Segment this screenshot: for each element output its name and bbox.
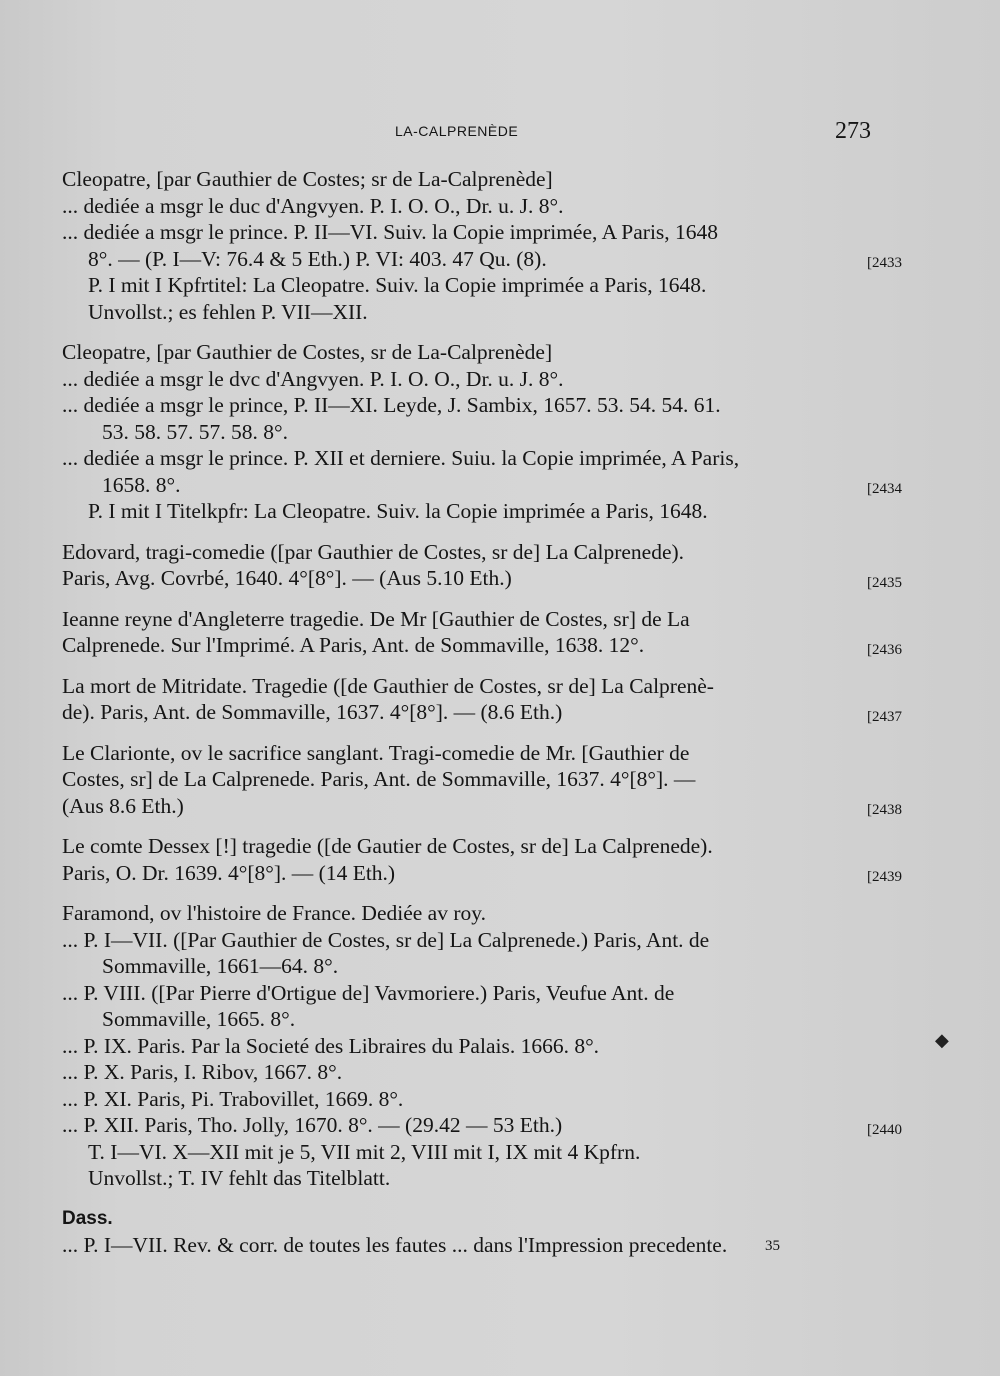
- entry-line-text: ... P. XII. Paris, Tho. Jolly, 1670. 8°. — (29.42 — 53 Eth.): [62, 1113, 563, 1137]
- entry-line: [62, 1112, 902, 1139]
- entry-line: Costes, sr] de La Calprenede. Paris, Ant. de Sommaville, 1637. 4°[8°]. —: [62, 767, 696, 791]
- catalog-entry: [62, 740, 902, 820]
- entry-line: ... dediée a msgr le prince. P. XII et derniere. Suiu. la Copie imprimée, A Paris,: [62, 446, 740, 470]
- entry-line-text: Paris, O. Dr. 1639. 4°[8°]. — (14 Eth.): [62, 860, 396, 885]
- entry-number: [2438: [867, 802, 902, 818]
- entry-line: Sommaville, 1665. 8°.: [102, 1007, 296, 1031]
- entry-note: T. I—VI. X—XII mit je 5, VII mit 2, VIII mit I, IX mit 4 Kpfrn.: [88, 1139, 641, 1164]
- entry-line: [62, 699, 902, 726]
- entry-line-text: 8°. — (P. I—V: 76.4 & 5 Eth.) P. VI: 403. 47 Qu. (8).: [88, 246, 547, 271]
- entry-line: ... P. XI. Paris, Pi. Trabovillet, 1669. 8°.: [62, 1086, 404, 1111]
- entry-note: P. I mit I Kpfrtitel: La Cleopatre. Suiv. la Copie imprimée a Paris, 1648.: [88, 273, 707, 297]
- entry-title-line: Ieanne reyne d'Angleterre tragedie. De Mr [Gauthier de Costes, sr] de La: [62, 606, 690, 631]
- entry-title-line: Le Clarionte, ov le sacrifice sanglant. Tragi-comedie de Mr. [Gauthier de: [62, 740, 690, 765]
- entry-line: ... P. I—VII. ([Par Gauthier de Costes, sr de] La Calprenede.) Paris, Ant. de: [62, 927, 710, 952]
- entry-line: ... P. X. Paris, I. Ribov, 1667. 8°.: [62, 1060, 343, 1084]
- entry-line: ... dediée a msgr le prince, P. II—XI. Leyde, J. Sambix, 1657. 53. 54. 54. 61.: [62, 393, 721, 417]
- entry-number: [2434: [867, 481, 902, 497]
- entry-title-line: Le comte Dessex [!] tragedie ([de Gautier de Costes, sr de] La Calprenede).: [62, 834, 713, 858]
- entry-note: Unvollst.; T. IV fehlt das Titelblatt.: [88, 1166, 391, 1190]
- entry-number: [2440: [867, 1121, 902, 1138]
- entry-line-text: (Aus 8.6 Eth.): [62, 793, 184, 818]
- entry-note: P. I mit I Titelkpfr: La Cleopatre. Suiv. la Copie imprimée a Paris, 1648.: [88, 499, 708, 523]
- entry-number: [2439: [867, 869, 902, 885]
- entry-title-line: Cleopatre, [par Gauthier de Costes, sr de La-Calprenède]: [62, 340, 553, 364]
- entry-number: [2435: [867, 574, 902, 591]
- page-number: 273: [835, 118, 871, 144]
- entry-line: 53. 58. 57. 57. 58. 8°.: [102, 419, 288, 444]
- entry-line-text: Calprenede. Sur l'Imprimé. A Paris, Ant. de Sommaville, 1638. 12°.: [62, 633, 645, 657]
- entry-title-line: Edovard, tragi-comedie ([par Gauthier de Costes, sr de] La Calprenede).: [62, 539, 685, 564]
- entry-line: [62, 472, 902, 499]
- entry-line-text: Paris, Avg. Covrbé, 1640. 4°[8°]. — (Aus 5.10 Eth.): [62, 566, 512, 590]
- ink-blot-icon: ◆: [935, 1030, 949, 1050]
- entry-line-text: de). Paris, Ant. de Sommaville, 1637. 4°[8°]. — (8.6 Eth.): [62, 700, 563, 724]
- entry-title-line: La mort de Mitridate. Tragedie ([de Gauthier de Costes, sr de] La Calprenè-: [62, 673, 714, 698]
- catalog-entry: [62, 673, 902, 726]
- entry-line: Sommaville, 1661—64. 8°.: [102, 954, 339, 978]
- catalog-entry: [62, 166, 902, 325]
- entry-line: ... P. IX. Paris. Par la Societé des Libraires du Palais. 1666. 8°.: [62, 1033, 600, 1058]
- catalog-entry: [62, 339, 902, 525]
- entry-title-line: Cleopatre, [par Gauthier de Costes; sr de La-Calprenède]: [62, 167, 553, 191]
- catalog-entries: [62, 166, 902, 1273]
- entry-line: ... dediée a msgr le prince. P. II—VI. Suiv. la Copie imprimée, A Paris, 1648: [62, 220, 719, 244]
- entry-title-line: Faramond, ov l'histoire de France. Dediée av roy.: [62, 901, 486, 925]
- entry-note: Unvollst.; es fehlen P. VII—XII.: [88, 299, 368, 324]
- catalog-entry: [62, 606, 902, 659]
- entry-line: [62, 793, 902, 820]
- catalog-entry: [62, 900, 902, 1192]
- entry-line: [62, 565, 902, 592]
- entry-line: ... P. VIII. ([Par Pierre d'Ortigue de] Vavmoriere.) Paris, Veufue Ant. de: [62, 980, 675, 1005]
- entry-line: ... dediée a msgr le duc d'Angvyen. P. I. O. O., Dr. u. J. 8°.: [62, 193, 564, 218]
- signature-mark: 35: [765, 1238, 780, 1254]
- entry-number: [2437: [867, 708, 902, 725]
- entry-number: [2436: [867, 641, 902, 658]
- entry-line: ... dediée a msgr le dvc d'Angvyen. P. I. O. O., Dr. u. J. 8°.: [62, 366, 564, 391]
- entry-line-text: 1658. 8°.: [102, 472, 181, 497]
- catalog-entry: [62, 539, 902, 592]
- entry-line: [62, 860, 902, 887]
- catalog-entry: [62, 833, 902, 886]
- entry-line: ... P. I—VII. Rev. & corr. de toutes les fautes ... dans l'Impression precedente.: [62, 1233, 728, 1257]
- entry-heading: Dass.: [62, 1207, 113, 1229]
- entry-number: [2433: [867, 255, 902, 271]
- entry-line: [62, 632, 902, 659]
- entry-line: [62, 246, 902, 273]
- running-head: LA-CALPRENÈDE: [395, 123, 519, 139]
